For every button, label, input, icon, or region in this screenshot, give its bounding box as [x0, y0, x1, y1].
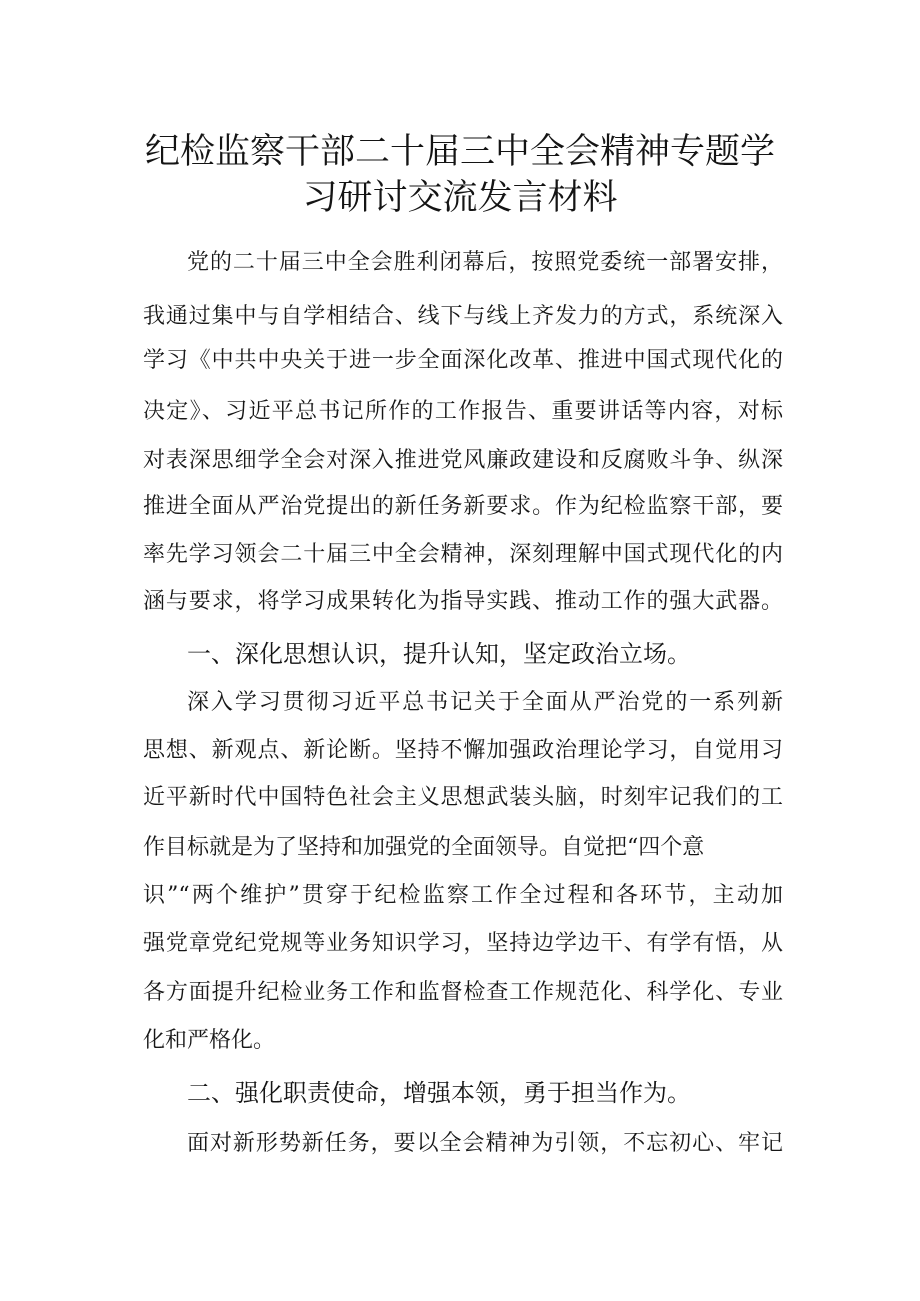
- document-title-line-1: 纪检监察干部二十届三中全会精神专题学: [144, 132, 775, 172]
- paragraph-1-line: 我通过集中与自学相结合、线下与线上齐发力的方式，系统深入: [143, 304, 783, 329]
- paragraph-2-line: 各方面提升纪检业务工作和监督检查工作规范化、科学化、专业: [143, 980, 783, 1005]
- paragraph-1-line: 学习《中共中央关于进一步全面深化改革、推进中国式现代化的: [143, 348, 783, 373]
- section-heading-1: 一、深化思想认识，提升认知，坚定政治立场。: [187, 640, 691, 668]
- paragraph-1-line: 率先学习领会二十届三中全会精神，深刻理解中国式现代化的内: [143, 542, 783, 567]
- paragraph-2-line: 化和严格化。: [143, 1028, 276, 1053]
- section-heading-2: 二、强化职责使命，增强本领，勇于担当作为。: [187, 1079, 691, 1107]
- paragraph-2-line: 近平新时代中国特色社会主义思想武装头脑，时刻牢记我们的工: [143, 785, 783, 810]
- paragraph-2-line: 思想、新观点、新论断。坚持不懈加强政治理论学习，自觉用习: [143, 738, 783, 763]
- paragraph-1-line: 涵与要求，将学习成果转化为指导实践、推动工作的强大武器。: [143, 589, 783, 614]
- paragraph-3-line: 面对新形势新任务，要以全会精神为引领，不忘初心、牢记: [187, 1131, 783, 1156]
- paragraph-1-line: 决定》、习近平总书记所作的工作报告、重要讲话等内容，对标: [143, 399, 783, 424]
- paragraph-1-line: 党的二十届三中全会胜利闭幕后，按照党委统一部署安排，: [187, 250, 783, 275]
- paragraph-2-line: 深入学习贯彻习近平总书记关于全面从严治党的一系列新: [187, 690, 783, 715]
- paragraph-2-line: 识”“两个维护”贯穿于纪检监察工作全过程和各环节，主动加: [143, 883, 783, 908]
- document-title-line-2: 习研讨交流发言材料: [302, 178, 618, 218]
- paragraph-2-line: 强党章党纪党规等业务知识学习，坚持边学边干、有学有悟，从: [143, 931, 783, 956]
- paragraph-1-line: 对表深思细学全会对深入推进党风廉政建设和反腐败斗争、纵深: [143, 448, 783, 473]
- paragraph-1-line: 推进全面从严治党提出的新任务新要求。作为纪检监察干部，要: [143, 494, 783, 519]
- paragraph-2-line: 作目标就是为了坚持和加强党的全面领导。自觉把“四个意: [143, 835, 705, 860]
